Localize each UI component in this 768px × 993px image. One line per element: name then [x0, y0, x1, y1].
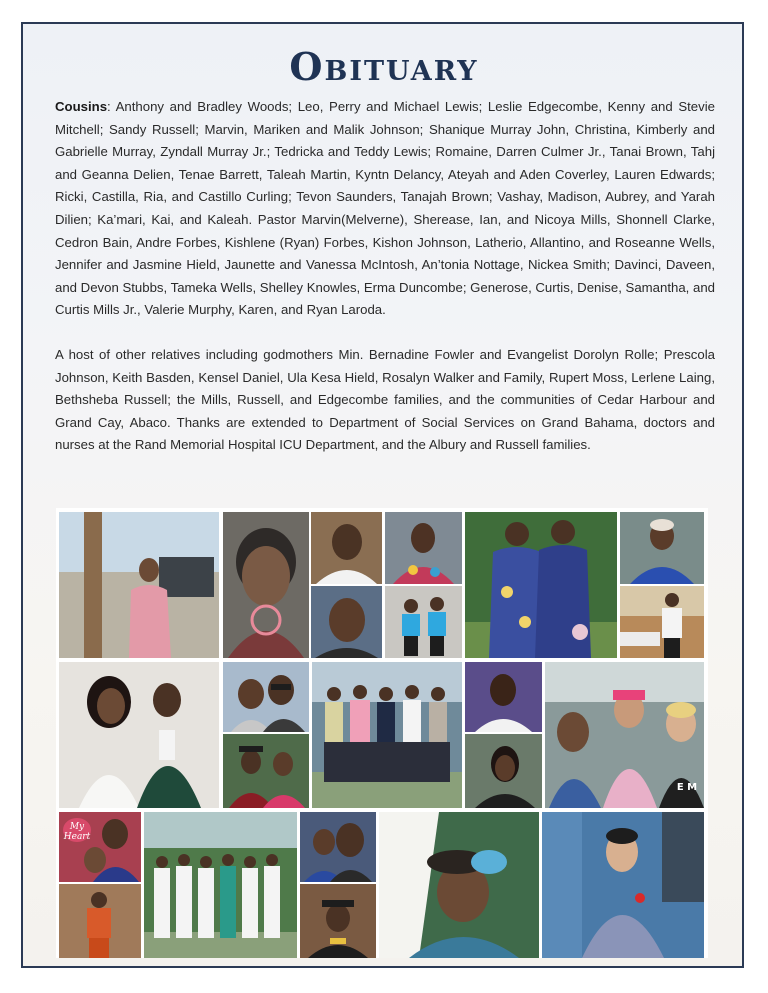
cousins-text: : Anthony and Bradley Woods; Leo, Perry and Michael Lewis; Leslie Edgecombe, Kenny and Stevie Mitchell; Sandy Russell; Marvin, Mariken and Malik Johnson; Shanique Murray John, Christina, Kimberly and Gabrielle Murray, Zyndall Murray Jr.; Tedricka and Teddy Lewis; Romaine, Darren Culmer Jr., Tanai Brown, Tahj and Geanna Delien, Tenae Barrett, Taleah Martin, Kyntn Delancy, Ateyah and Aden Coverley, Lauren Edwards; Ricki, Castilla, Ria, and Castillo Curling; Tevon Saunders, Tanajah Brown; Vashay, Madison, Aubrey, and Yarah Dilien; Ka’mari, Kai, and Kaleah. Pastor Marvin(Melverne), Sherease, Ian, and Nicoya Mills, Shonnell Clarke, Cedron Bain, Andre Forbes, Kishlene (Ryan) Forbes, Kishon Johnson, Latherio, Allantino, and Roseanne Wells, Jennifer and Jasmine Hield, Jaunette and Vanessa McIntosh, An’tonia Nottage, Nickea Smith; Davinci, Daveen, and Devon Stubbs, Tameka Wells, Shelley Knowles, Erma Duncombe; Generose, Curtis, Denise, Samantha, and Curtis Mills Jr., Valerie Murphy, Karen, and Ryan Laroda.: [55, 99, 715, 318]
photo-two-boys: [385, 586, 462, 658]
photo-family-group: [312, 662, 462, 808]
photo-woman-seated: [542, 812, 704, 958]
photo-collage: [56, 508, 708, 958]
photo-woman-and-child-selfie: [300, 812, 376, 882]
photo-man-orange-shirt: [59, 884, 141, 958]
photo-woman-blue-hat: [379, 812, 539, 958]
photo-couple-garden: [465, 512, 617, 658]
photo-woman-by-palm-tree: [59, 512, 219, 658]
photo-three-women: [545, 662, 704, 808]
relatives-paragraph: A host of other relatives including godmothers Min. Bernadine Fowler and Evangelist Dorolyn Rolle; Prescola Johnson, Keith Basden, Kensel Daniel, Ula Kesa Hield, Rosalyn Walker and Family, Rupert Moss, Lerlene Laing, Bethsheba Russell; the Mills, Russell, and Edgecombe families, and the communities of Cedar Harbour and Grand Cay, Abaco. Thanks are extended to Department of Social Services on Grand Bahama, doctors and nurses at the Rand Memorial Hospital ICU Department, and the Albury and Russell families.: [55, 346, 715, 453]
photo-woman-white-shirt: [311, 512, 382, 584]
photo-church-group-white-dresses: [144, 812, 297, 958]
photo-couple-selfie: [223, 662, 309, 732]
photo-woman-black-top: [465, 734, 542, 808]
my-heart-label: My Heart: [63, 822, 91, 842]
photo-woman-floral-top: [385, 512, 462, 584]
photo-woman-blue-top: [620, 512, 704, 584]
photo-girl-portrait: [465, 662, 542, 732]
photo-graduation-couple: [223, 734, 309, 808]
photo-elderly-woman: [223, 512, 309, 658]
photo-man-white-shirt: [620, 586, 704, 658]
page-title: Obituary: [289, 44, 479, 89]
obituary-body: [55, 96, 715, 479]
shirt-print-text: E M: [676, 782, 698, 793]
photo-woman-portrait: [311, 586, 382, 658]
cousins-paragraph: [55, 96, 715, 322]
photo-man-and-child: [59, 812, 141, 882]
photo-wedding-couple: [59, 662, 219, 808]
cousins-label: Cousins: [55, 99, 108, 114]
photo-graduate-cap: [300, 884, 376, 958]
